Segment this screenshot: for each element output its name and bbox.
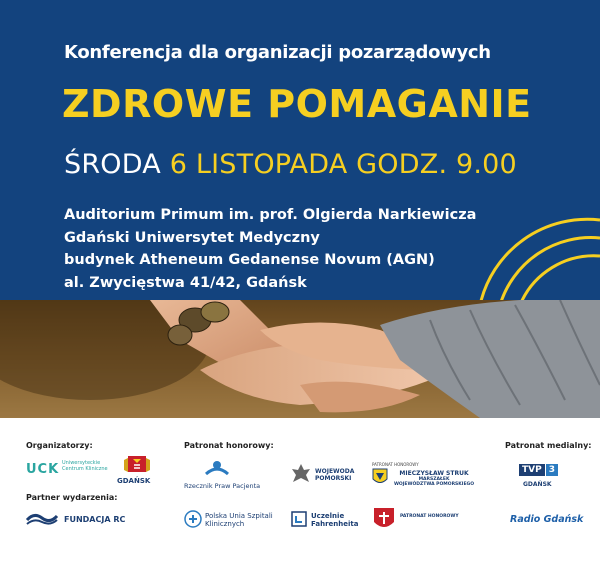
uck-logo xyxy=(26,458,59,477)
tvp-brand: TVP xyxy=(519,464,545,476)
eagle-emblem-icon xyxy=(290,462,312,486)
partner-label: Partner wydarzenia: xyxy=(26,493,118,502)
event-title: ZDROWE POMAGANIE xyxy=(62,82,532,126)
decorative-arcs-icon xyxy=(470,210,600,300)
pusk-line: Klinicznych xyxy=(205,520,245,528)
gdansk-label: GDAŃSK xyxy=(117,477,151,485)
uck-line: Centrum Kliniczne xyxy=(62,466,108,472)
pusk-logo-icon xyxy=(184,510,202,528)
uck-abbr: UCK xyxy=(26,462,60,477)
address-line: Auditorium Primum im. prof. Olgierda Narkiewicza xyxy=(64,207,477,223)
sponsors-section xyxy=(0,418,600,563)
gumed-crest-icon xyxy=(372,506,396,532)
struk-role: MARSZAŁEK xyxy=(418,477,450,482)
fundacja-wave-icon xyxy=(26,510,58,526)
gdansk-crest-icon xyxy=(122,454,152,476)
rektor-text: PATRONAT HONOROWY xyxy=(400,514,459,519)
radio-gdansk-logo: Radio Gdańsk xyxy=(510,514,584,525)
wojewoda-text xyxy=(315,468,354,482)
event-subtitle: Konferencja dla organizacji pozarządowych xyxy=(64,42,491,63)
struk-small: PATRONAT HONOROWY xyxy=(372,462,419,467)
uck-line: Uniwersyteckie xyxy=(62,460,101,466)
fahrenheita-text xyxy=(311,512,358,528)
pomorskie-crest-icon xyxy=(372,468,388,486)
tvp-city: GDAŃSK xyxy=(523,481,552,488)
address-line: budynek Atheneum Gedanense Novum (AGN) xyxy=(64,252,435,268)
event-day: ŚRODA xyxy=(64,149,161,180)
organizers-label: Organizatorzy: xyxy=(26,441,93,450)
media-patronage-label: Patronat medialny: xyxy=(505,441,592,450)
event-date xyxy=(64,149,517,180)
struk-text xyxy=(392,470,476,487)
event-address xyxy=(64,204,476,294)
uck-text xyxy=(62,460,108,472)
address-line: al. Zwycięstwa 41/42, Gdańsk xyxy=(64,274,307,291)
fahrenheita-logo-icon xyxy=(290,510,308,528)
struk-role: WOJEWÓDZTWA POMORSKIEGO xyxy=(393,482,475,487)
hands-photo xyxy=(0,300,600,418)
event-datetime: 6 LISTOPADA GODZ. 9.00 xyxy=(169,149,517,180)
tvp3-logo xyxy=(519,464,558,476)
wojewoda-line: WOJEWODA xyxy=(315,468,355,475)
tvp-number: 3 xyxy=(546,464,558,476)
pusk-text xyxy=(205,512,273,528)
hands-illustration-icon xyxy=(0,300,600,418)
honorary-patronage-label: Patronat honorowy: xyxy=(184,441,274,450)
fahrenheita-line: Uczelnie xyxy=(311,512,345,520)
wojewoda-line: POMORSKI xyxy=(315,475,352,482)
fahrenheita-line: Fahrenheita xyxy=(311,520,359,528)
pusk-line: Polska Unia Szpitali xyxy=(205,512,273,520)
fundacja-label: FUNDACJA RC xyxy=(64,515,126,524)
rzecznik-label: Rzecznik Praw Pacjenta xyxy=(184,482,261,490)
address-line: Gdański Uniwersytet Medyczny xyxy=(64,229,320,246)
struk-name: MIECZYSŁAW STRUK xyxy=(399,470,469,477)
rzecznik-logo-icon xyxy=(202,458,232,480)
